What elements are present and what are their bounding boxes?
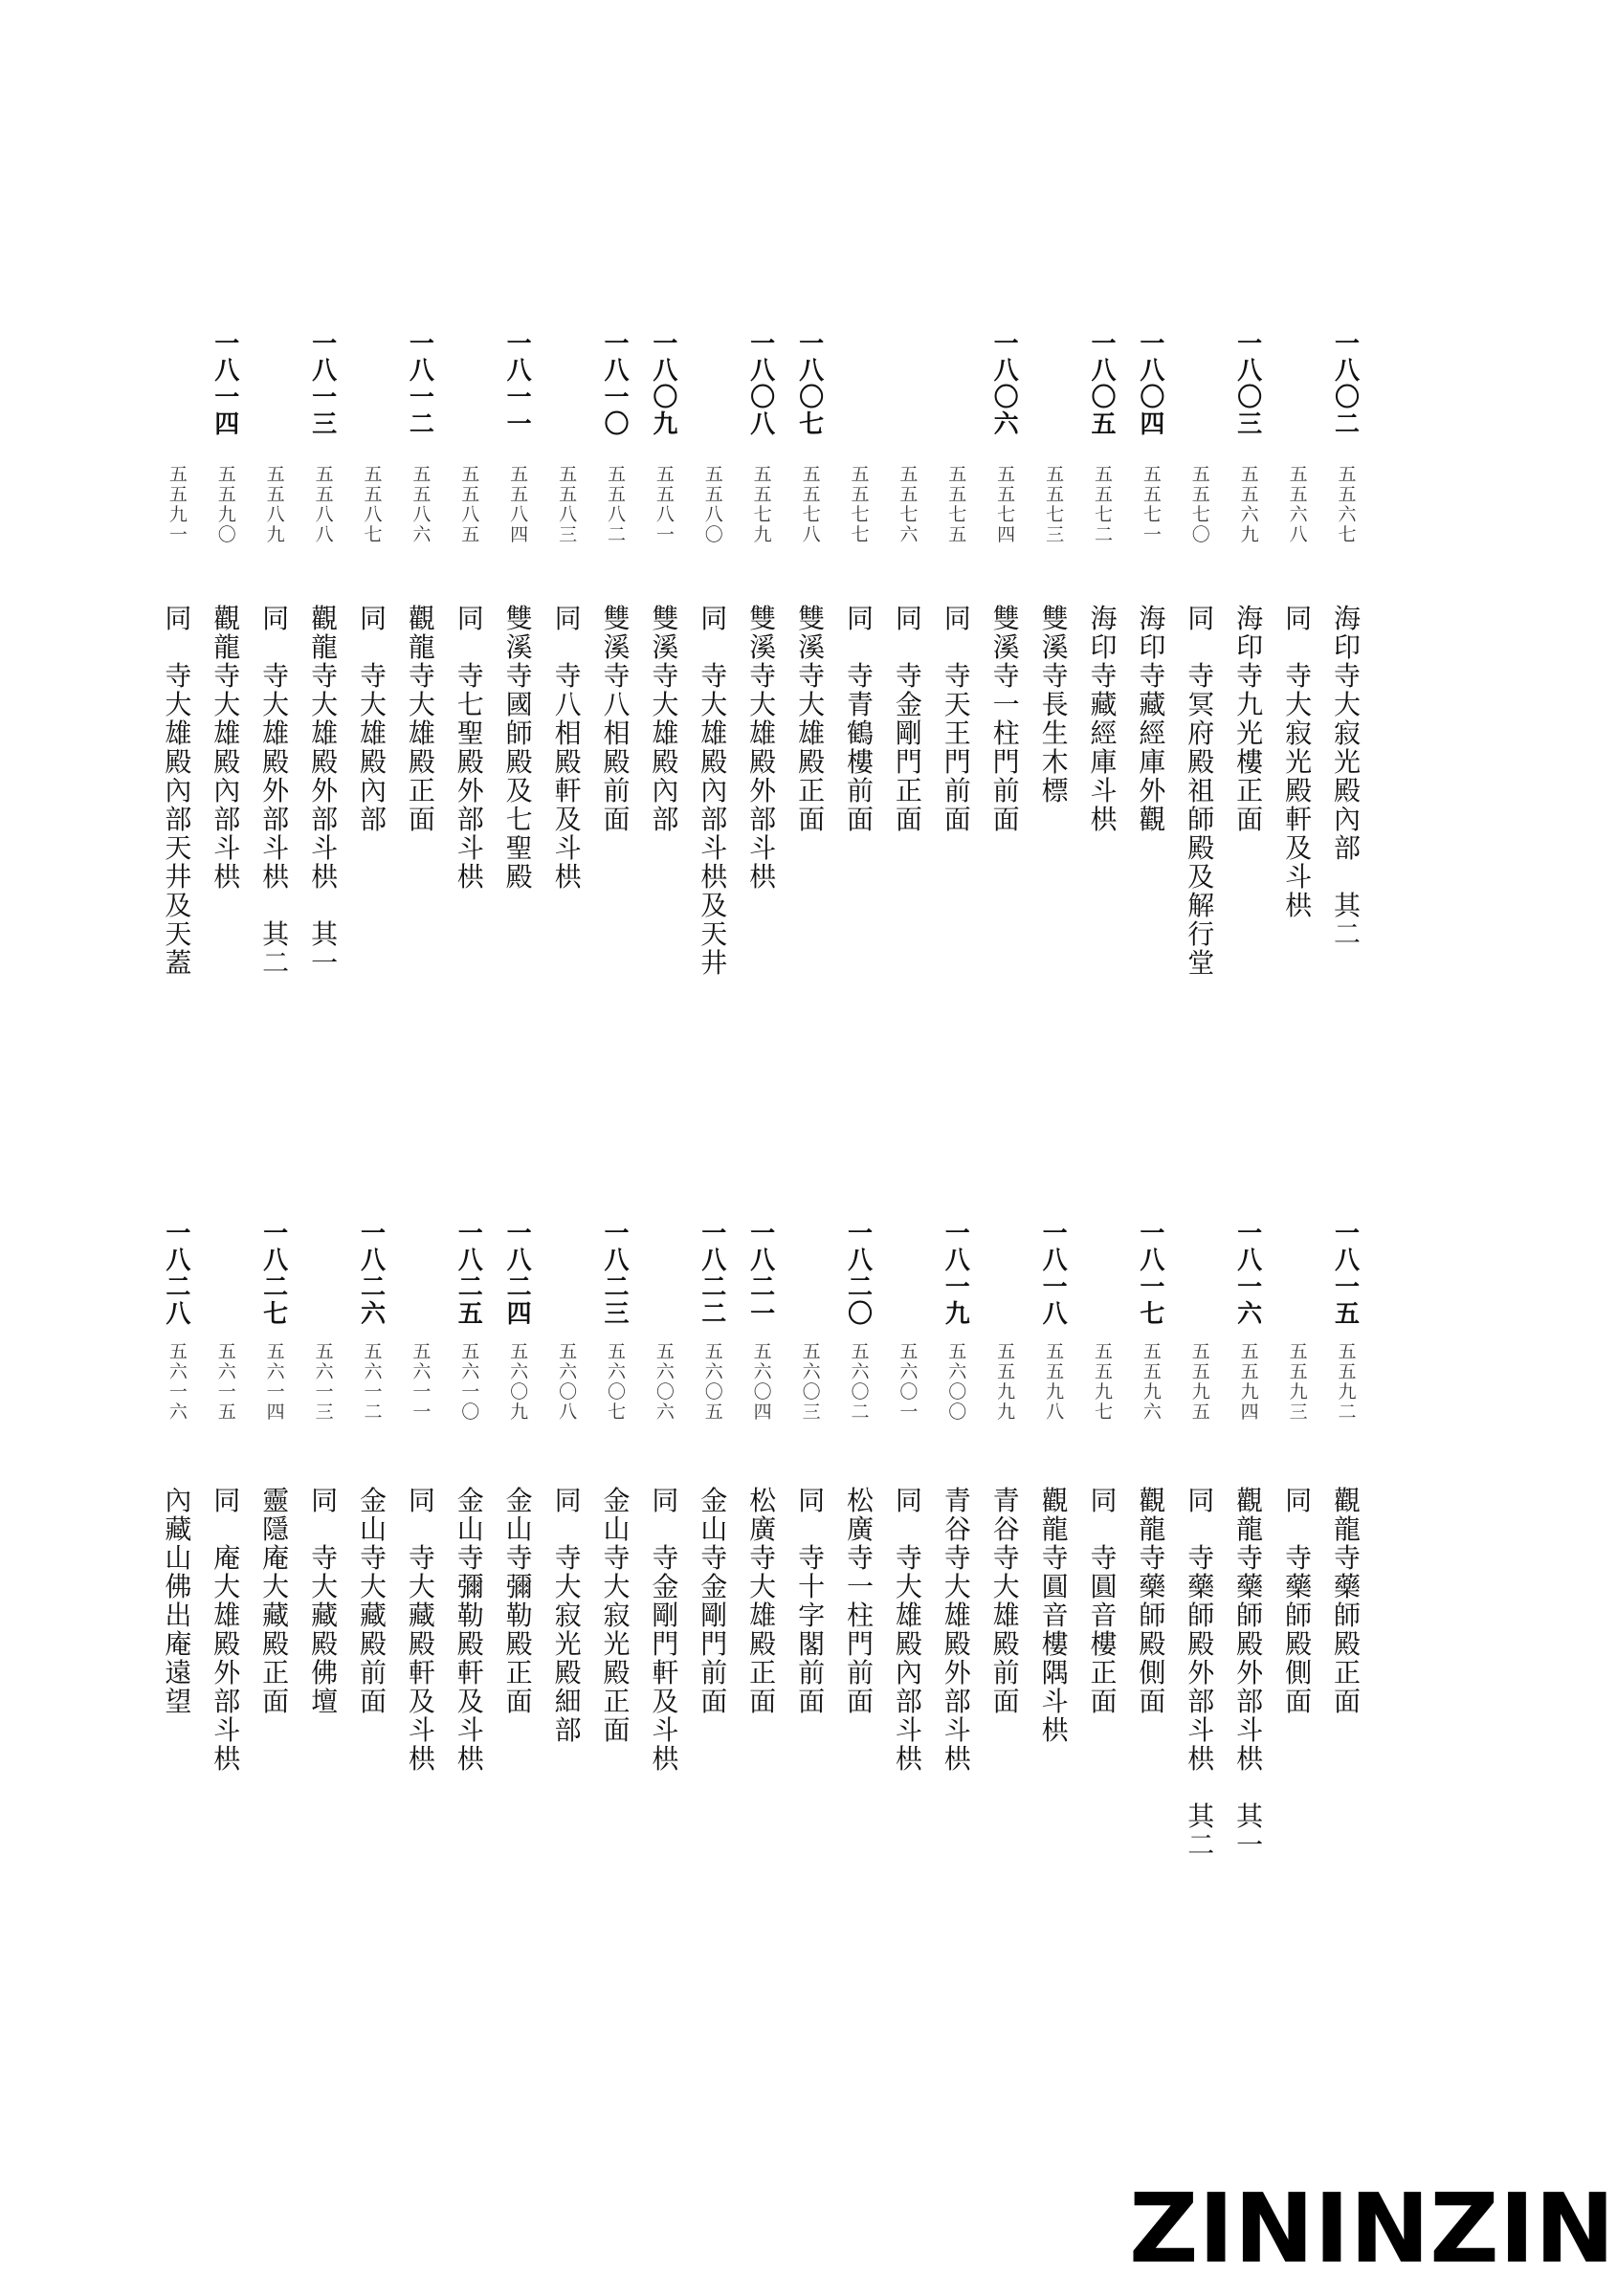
entry-title: 觀龍寺藥師殿外部斗栱 其一 (1236, 1485, 1264, 1861)
plate-number: 五六〇八 (559, 1341, 578, 1423)
plate-number: 五六〇二 (851, 1341, 870, 1423)
plate-number: 五六一〇 (461, 1341, 480, 1423)
entry-number: 一八一七 (1140, 1220, 1165, 1329)
entry-title: 金山寺大藏殿前面 (359, 1485, 387, 1717)
entry-number: 一八一二 (409, 330, 434, 439)
plate-number: 五五九二 (1338, 1341, 1357, 1423)
plate-number: 五五八三 (559, 464, 578, 545)
entry-title: 雙溪寺大雄殿內部 (652, 603, 679, 835)
entry-title: 內藏山佛出庵遠望 (165, 1485, 192, 1717)
entry-title: 觀龍寺大雄殿正面 (408, 603, 435, 835)
entry-title: 同 寺大寂光殿細部 (554, 1485, 582, 1746)
plate-number: 五五九六 (1142, 1341, 1162, 1423)
plate-number: 五六〇一 (899, 1341, 919, 1423)
entry-title: 觀龍寺大雄殿外部斗栱 其一 (311, 603, 339, 979)
plate-number: 五六〇六 (655, 1341, 675, 1423)
plate-number: 五五七六 (899, 464, 919, 545)
entry-number: 一八〇七 (799, 330, 825, 439)
entry-title: 同 寺天王門前面 (943, 603, 971, 835)
entry-number: 一八一三 (312, 330, 338, 439)
entry-number: 一八〇八 (750, 330, 776, 439)
entry-number: 一八二三 (604, 1220, 630, 1329)
entry-number: 一八二二 (701, 1220, 727, 1329)
entry-title: 雙溪寺一柱門前面 (992, 603, 1020, 835)
entry-title: 雙溪寺八相殿前面 (603, 603, 631, 835)
plate-number: 五五九七 (1094, 1341, 1113, 1423)
plate-number: 五五九八 (1046, 1341, 1065, 1423)
plate-number: 五五七七 (851, 464, 870, 545)
plate-number: 五六一四 (266, 1341, 285, 1423)
plate-number: 五五八七 (364, 464, 383, 545)
plate-number: 五五七一 (1142, 464, 1162, 545)
entry-number: 一八〇四 (1140, 330, 1165, 439)
plate-number: 五五九九 (997, 1341, 1016, 1423)
entry-title: 海印寺藏經庫外觀 (1139, 603, 1166, 835)
plate-number: 五五九一 (168, 464, 188, 545)
entry-title: 同 寺大雄殿內部斗栱及天井 (700, 603, 728, 979)
entry-number: 一八〇二 (1334, 330, 1360, 439)
plate-number: 五五七九 (753, 464, 772, 545)
entry-title: 金山寺大寂光殿正面 (603, 1485, 631, 1746)
zininzin-logo: ZININZIN (1129, 2173, 1615, 2285)
entry-title: 同 寺大雄殿內部斗栱 (895, 1485, 922, 1775)
entry-title: 海印寺九光樓正面 (1236, 603, 1264, 835)
plate-number: 五六〇九 (510, 1341, 529, 1423)
entry-number: 一八二八 (166, 1220, 191, 1329)
entry-title: 同 寺藥師殿側面 (1285, 1485, 1313, 1717)
entry-number: 一八二七 (263, 1220, 289, 1329)
entry-number: 一八〇六 (993, 330, 1019, 439)
entry-title: 同 寺十字閣前面 (798, 1485, 826, 1717)
entry-number: 一八〇五 (1091, 330, 1117, 439)
entry-title: 青谷寺大雄殿外部斗栱 (943, 1485, 971, 1775)
plate-number: 五五九四 (1240, 1341, 1259, 1423)
entry-title: 海印寺藏經庫斗栱 (1090, 603, 1118, 835)
plate-number: 五六〇〇 (948, 1341, 967, 1423)
plate-number: 五六〇三 (802, 1341, 821, 1423)
entry-number: 一八一四 (214, 330, 240, 439)
entry-title: 同 寺七聖殿外部斗栱 (456, 603, 484, 893)
entry-title: 同 寺大雄殿外部斗栱 其二 (262, 603, 290, 979)
plate-number: 五五七二 (1094, 464, 1113, 545)
entry-title: 觀龍寺圓音樓隅斗栱 (1041, 1485, 1069, 1746)
entry-title: 金山寺彌勒殿正面 (505, 1485, 533, 1717)
entry-number: 一八二五 (457, 1220, 483, 1329)
entry-number: 一八一九 (944, 1220, 970, 1329)
entry-title: 雙溪寺國師殿及七聖殿 (505, 603, 533, 893)
entry-title: 同 寺金剛門軒及斗栱 (652, 1485, 679, 1775)
entry-title: 松廣寺一柱門前面 (846, 1485, 874, 1717)
plate-number: 五六〇四 (753, 1341, 772, 1423)
entry-number: 一八二六 (360, 1220, 386, 1329)
entry-title: 雙溪寺大雄殿正面 (798, 603, 826, 835)
plate-number: 五六〇五 (704, 1341, 723, 1423)
plate-number: 五五六八 (1289, 464, 1308, 545)
entry-title: 金山寺彌勒殿軒及斗栱 (456, 1485, 484, 1775)
entry-number: 一八〇三 (1237, 330, 1263, 439)
plate-number: 五五九五 (1191, 1341, 1210, 1423)
entry-title: 觀龍寺藥師殿側面 (1139, 1485, 1166, 1717)
entry-title: 同 寺金剛門正面 (895, 603, 922, 835)
entry-number: 一八二〇 (847, 1220, 873, 1329)
entry-title: 海印寺大寂光殿內部 其二 (1333, 603, 1361, 950)
plate-number: 五五七三 (1046, 464, 1065, 545)
entry-title: 青谷寺大雄殿前面 (992, 1485, 1020, 1717)
plate-number: 五六〇七 (607, 1341, 626, 1423)
plate-number: 五五八五 (461, 464, 480, 545)
entry-number: 一八一六 (1237, 1220, 1263, 1329)
entry-number: 一八〇九 (653, 330, 678, 439)
plate-number: 五五八四 (510, 464, 529, 545)
entry-title: 同 寺大藏殿軒及斗栱 (408, 1485, 435, 1775)
plate-number: 五五八〇 (704, 464, 723, 545)
plate-number: 五六一二 (364, 1341, 383, 1423)
plate-number: 五六一五 (217, 1341, 236, 1423)
entry-title: 同 庵大雄殿外部斗栱 (213, 1485, 241, 1775)
entry-title: 同 寺大雄殿內部 (359, 603, 387, 835)
plate-number: 五五八一 (655, 464, 675, 545)
entry-number: 一八二四 (506, 1220, 532, 1329)
plate-number: 五六一六 (168, 1341, 188, 1423)
entry-title: 觀龍寺大雄殿內部斗栱 (213, 603, 241, 893)
entry-number: 一八一〇 (604, 330, 630, 439)
entry-title: 同 寺青鶴樓前面 (846, 603, 874, 835)
plate-number: 五五六七 (1338, 464, 1357, 545)
plate-number: 五五八六 (412, 464, 432, 545)
plate-number: 五五七五 (948, 464, 967, 545)
plate-number: 五五八九 (266, 464, 285, 545)
plate-number: 五五九〇 (217, 464, 236, 545)
entry-title: 觀龍寺藥師殿正面 (1333, 1485, 1361, 1717)
entry-number: 一八一八 (1042, 1220, 1068, 1329)
entry-title: 同 寺冥府殿祖師殿及解行堂 (1187, 603, 1215, 979)
plate-number: 五五九三 (1289, 1341, 1308, 1423)
entry-title: 同 寺八相殿軒及斗栱 (554, 603, 582, 893)
entry-title: 雙溪寺長生木標 (1041, 603, 1069, 806)
plate-number: 五五六九 (1240, 464, 1259, 545)
plate-number: 五五七四 (997, 464, 1016, 545)
entry-title: 同 寺藥師殿外部斗栱 其二 (1187, 1485, 1215, 1861)
plate-number: 五五七〇 (1191, 464, 1210, 545)
entry-title: 同 寺圓音樓正面 (1090, 1485, 1118, 1717)
entry-number: 一八二一 (750, 1220, 776, 1329)
entry-title: 同 寺大雄殿內部天井及天蓋 (165, 603, 192, 979)
entry-title: 同 寺大藏殿佛壇 (311, 1485, 339, 1717)
entry-title: 雙溪寺大雄殿外部斗栱 (749, 603, 777, 893)
plate-number: 五五八二 (607, 464, 626, 545)
plate-number: 五五七八 (802, 464, 821, 545)
entry-title: 松廣寺大雄殿正面 (749, 1485, 777, 1717)
plate-number: 五六一一 (412, 1341, 432, 1423)
entry-title: 金山寺金剛門前面 (700, 1485, 728, 1717)
plate-number: 五六一三 (315, 1341, 334, 1423)
entry-number: 一八一一 (506, 330, 532, 439)
entry-title: 同 寺大寂光殿軒及斗栱 (1285, 603, 1313, 921)
plate-number: 五五八八 (315, 464, 334, 545)
entry-number: 一八一五 (1334, 1220, 1360, 1329)
entry-title: 靈隱庵大藏殿正面 (262, 1485, 290, 1717)
